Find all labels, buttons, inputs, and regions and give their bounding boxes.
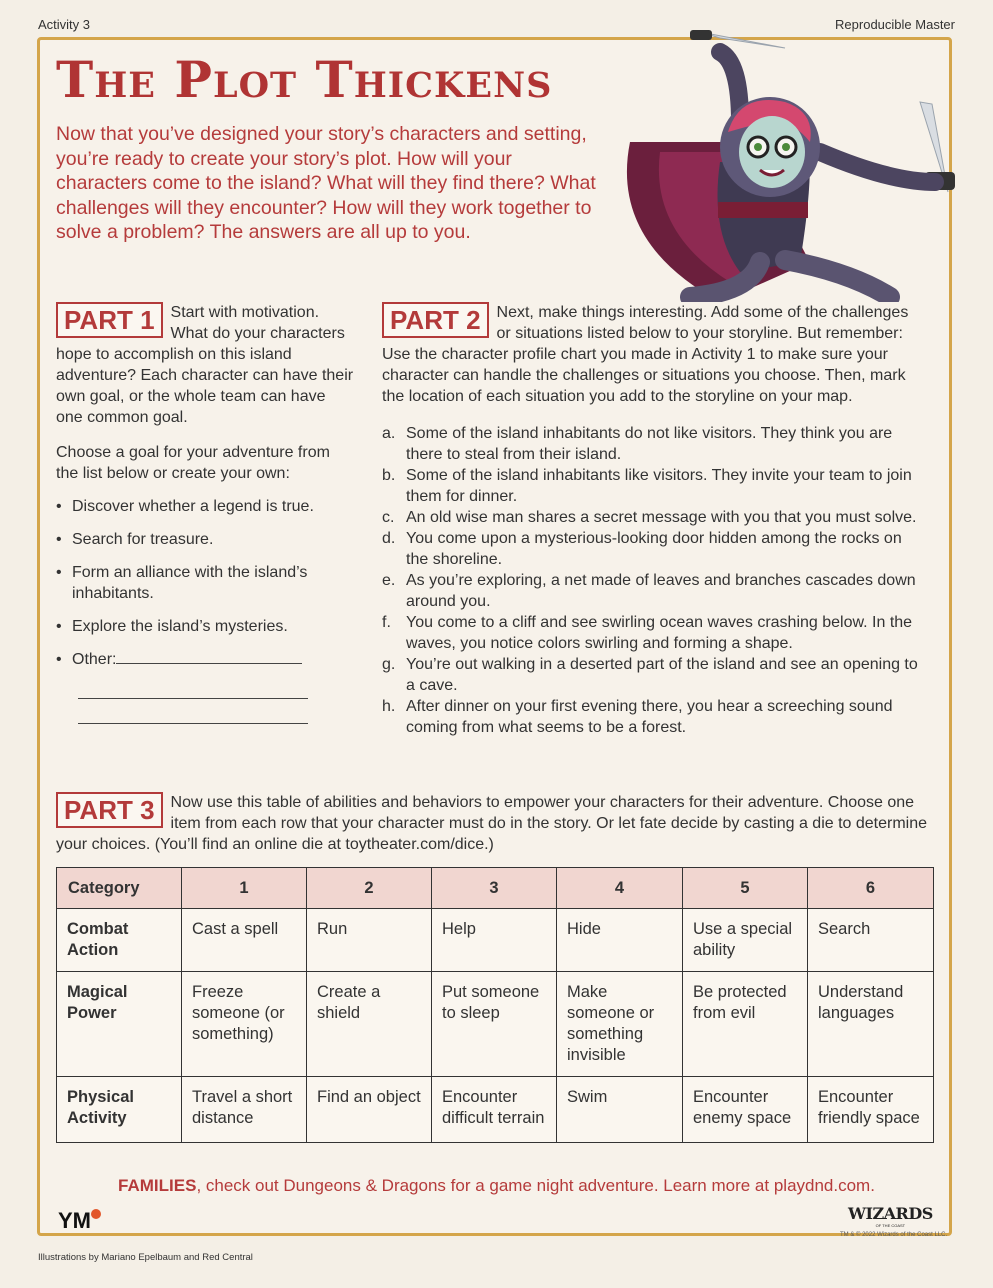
header-1: 1: [182, 868, 307, 909]
part2-intro: Next, make things interesting. Add some of the challenges or situations listed below to your storyline. But remember: Use the character profile chart you made in Activity 1 to make sure your character can handle the challenges or situations you choose. Then, mark the location of each situation you add to the storyline on your map.: [382, 304, 909, 405]
table-cell: Travel a short distance: [182, 1077, 307, 1143]
situation-item: a. Some of the island inhabitants do not like visitors. They think you are there to steal from their island.: [382, 425, 893, 463]
trademark-notice: TM & © 2022 Wizards of the Coast LLC.: [840, 1232, 948, 1238]
table-cell: Find an object: [307, 1077, 432, 1143]
part1-intro: Start with motivation. What do your characters hope to accomplish on this island adventure? Each character can have their own goal, or the whole team can have one common goal.: [56, 304, 354, 426]
intro-paragraph: Now that you’ve designed your story’s characters and setting, you’re ready to create your story’s plot. How will your characters come to the island? What will they find there? What challenges will they encounter? How will they work together to solve a problem? The answers are all up to you.: [56, 123, 596, 244]
header-6: 6: [808, 868, 934, 909]
rogue-character-illustration: [570, 22, 980, 302]
ym-logo: [58, 1206, 102, 1241]
page-title: The Plot Thickens: [56, 50, 553, 109]
part2-badge: PART 2: [382, 302, 489, 338]
part3-section: [56, 792, 936, 855]
goal-item: • Search for treasure.: [56, 529, 356, 550]
part3-badge: PART 3: [56, 792, 163, 828]
header-category: Category: [57, 868, 182, 909]
part1-badge: PART 1: [56, 302, 163, 338]
row-category: Physical Activity: [57, 1077, 182, 1143]
header-3: 3: [432, 868, 557, 909]
table-cell: Encounter enemy space: [683, 1077, 808, 1143]
other-blank-line[interactable]: [116, 649, 302, 664]
situation-item: h. After dinner on your first evening there, you hear a screeching sound coming from what seems to be a forest.: [382, 698, 893, 736]
situation-item: e. As you’re exploring, a net made of leaves and branches cascades down around you.: [382, 572, 916, 610]
row-category: Combat Action: [57, 909, 182, 972]
row-category: Magical Power: [57, 972, 182, 1077]
table-cell: Use a special ability: [683, 909, 808, 972]
ym-logo-text: YM: [58, 1208, 91, 1233]
blank-line[interactable]: [78, 699, 308, 724]
illustration-credit: Illustrations by Mariano Epelbaum and Red Central: [38, 1252, 253, 1263]
table-cell: Run: [307, 909, 432, 972]
wizards-logo-subtext: OF THE COAST: [875, 1223, 906, 1228]
table-row: [57, 1077, 934, 1143]
goal-item: • Discover whether a legend is true.: [56, 496, 356, 517]
table-header-row: [57, 868, 934, 909]
situation-item: g. You’re out walking in a deserted part of the island and see an opening to a cave.: [382, 656, 918, 694]
table-cell: Hide: [557, 909, 683, 972]
situation-item: c. An old wise man shares a secret message with you that you must solve.: [382, 509, 917, 526]
part1-section: [56, 302, 356, 724]
table-cell: Swim: [557, 1077, 683, 1143]
table-cell: Help: [432, 909, 557, 972]
situation-item: b. Some of the island inhabitants like visitors. They invite your team to join them for dinner.: [382, 467, 912, 505]
table-cell: Encounter friendly space: [808, 1077, 934, 1143]
situation-item: d. You come upon a mysterious-looking door hidden among the rocks on the shoreline.: [382, 530, 902, 568]
situation-item: f. You come to a cliff and see swirling ocean waves crashing below. In the waves, you notice colors swirling and forming a shape.: [382, 614, 913, 652]
header-5: 5: [683, 868, 808, 909]
table-row: [57, 972, 934, 1077]
activity-label: Activity 3: [38, 17, 91, 32]
goal-item-other: [56, 649, 356, 670]
families-callout: [0, 1176, 993, 1196]
table-cell: Understand languages: [808, 972, 934, 1077]
families-lead: FAMILIES: [118, 1176, 197, 1195]
header-2: 2: [307, 868, 432, 909]
goal-list: [56, 496, 356, 670]
reproducible-master-label: Reproducible Master: [835, 17, 955, 32]
part3-intro: Now use this table of abilities and behaviors to empower your characters for their adventure. Choose one item from each row that your character must do in the story. Or let fate decide by casting a die to determine your choices. (You’ll find an online die at toytheater.com/dice.): [56, 794, 928, 853]
table-cell: Put someone to sleep: [432, 972, 557, 1077]
header-4: 4: [557, 868, 683, 909]
part1-choose: Choose a goal for your adventure from the list below or create your own:: [56, 444, 330, 482]
wizards-logo-text: WIZARDS: [848, 1204, 933, 1223]
wizards-logo: [848, 1204, 933, 1228]
table-cell: Cast a spell: [182, 909, 307, 972]
table-cell: Encounter difficult terrain: [432, 1077, 557, 1143]
table-cell: Create a shield: [307, 972, 432, 1077]
part2-section: [382, 302, 922, 738]
table-cell: Be protected from evil: [683, 972, 808, 1077]
blank-line[interactable]: [78, 674, 308, 699]
table-cell: Search: [808, 909, 934, 972]
table-row: [57, 909, 934, 972]
families-text: , check out Dungeons & Dragons for a game night adventure. Learn more at playdnd.com.: [196, 1176, 875, 1195]
table-cell: Freeze someone (or something): [182, 972, 307, 1077]
other-label: Other:: [72, 651, 117, 668]
abilities-table: [56, 867, 934, 1143]
table-cell: Make someone or something invisible: [557, 972, 683, 1077]
goal-item: • Form an alliance with the island’s inhabitants.: [56, 562, 356, 604]
goal-item: • Explore the island’s mysteries.: [56, 616, 356, 637]
situation-list: [382, 423, 922, 738]
